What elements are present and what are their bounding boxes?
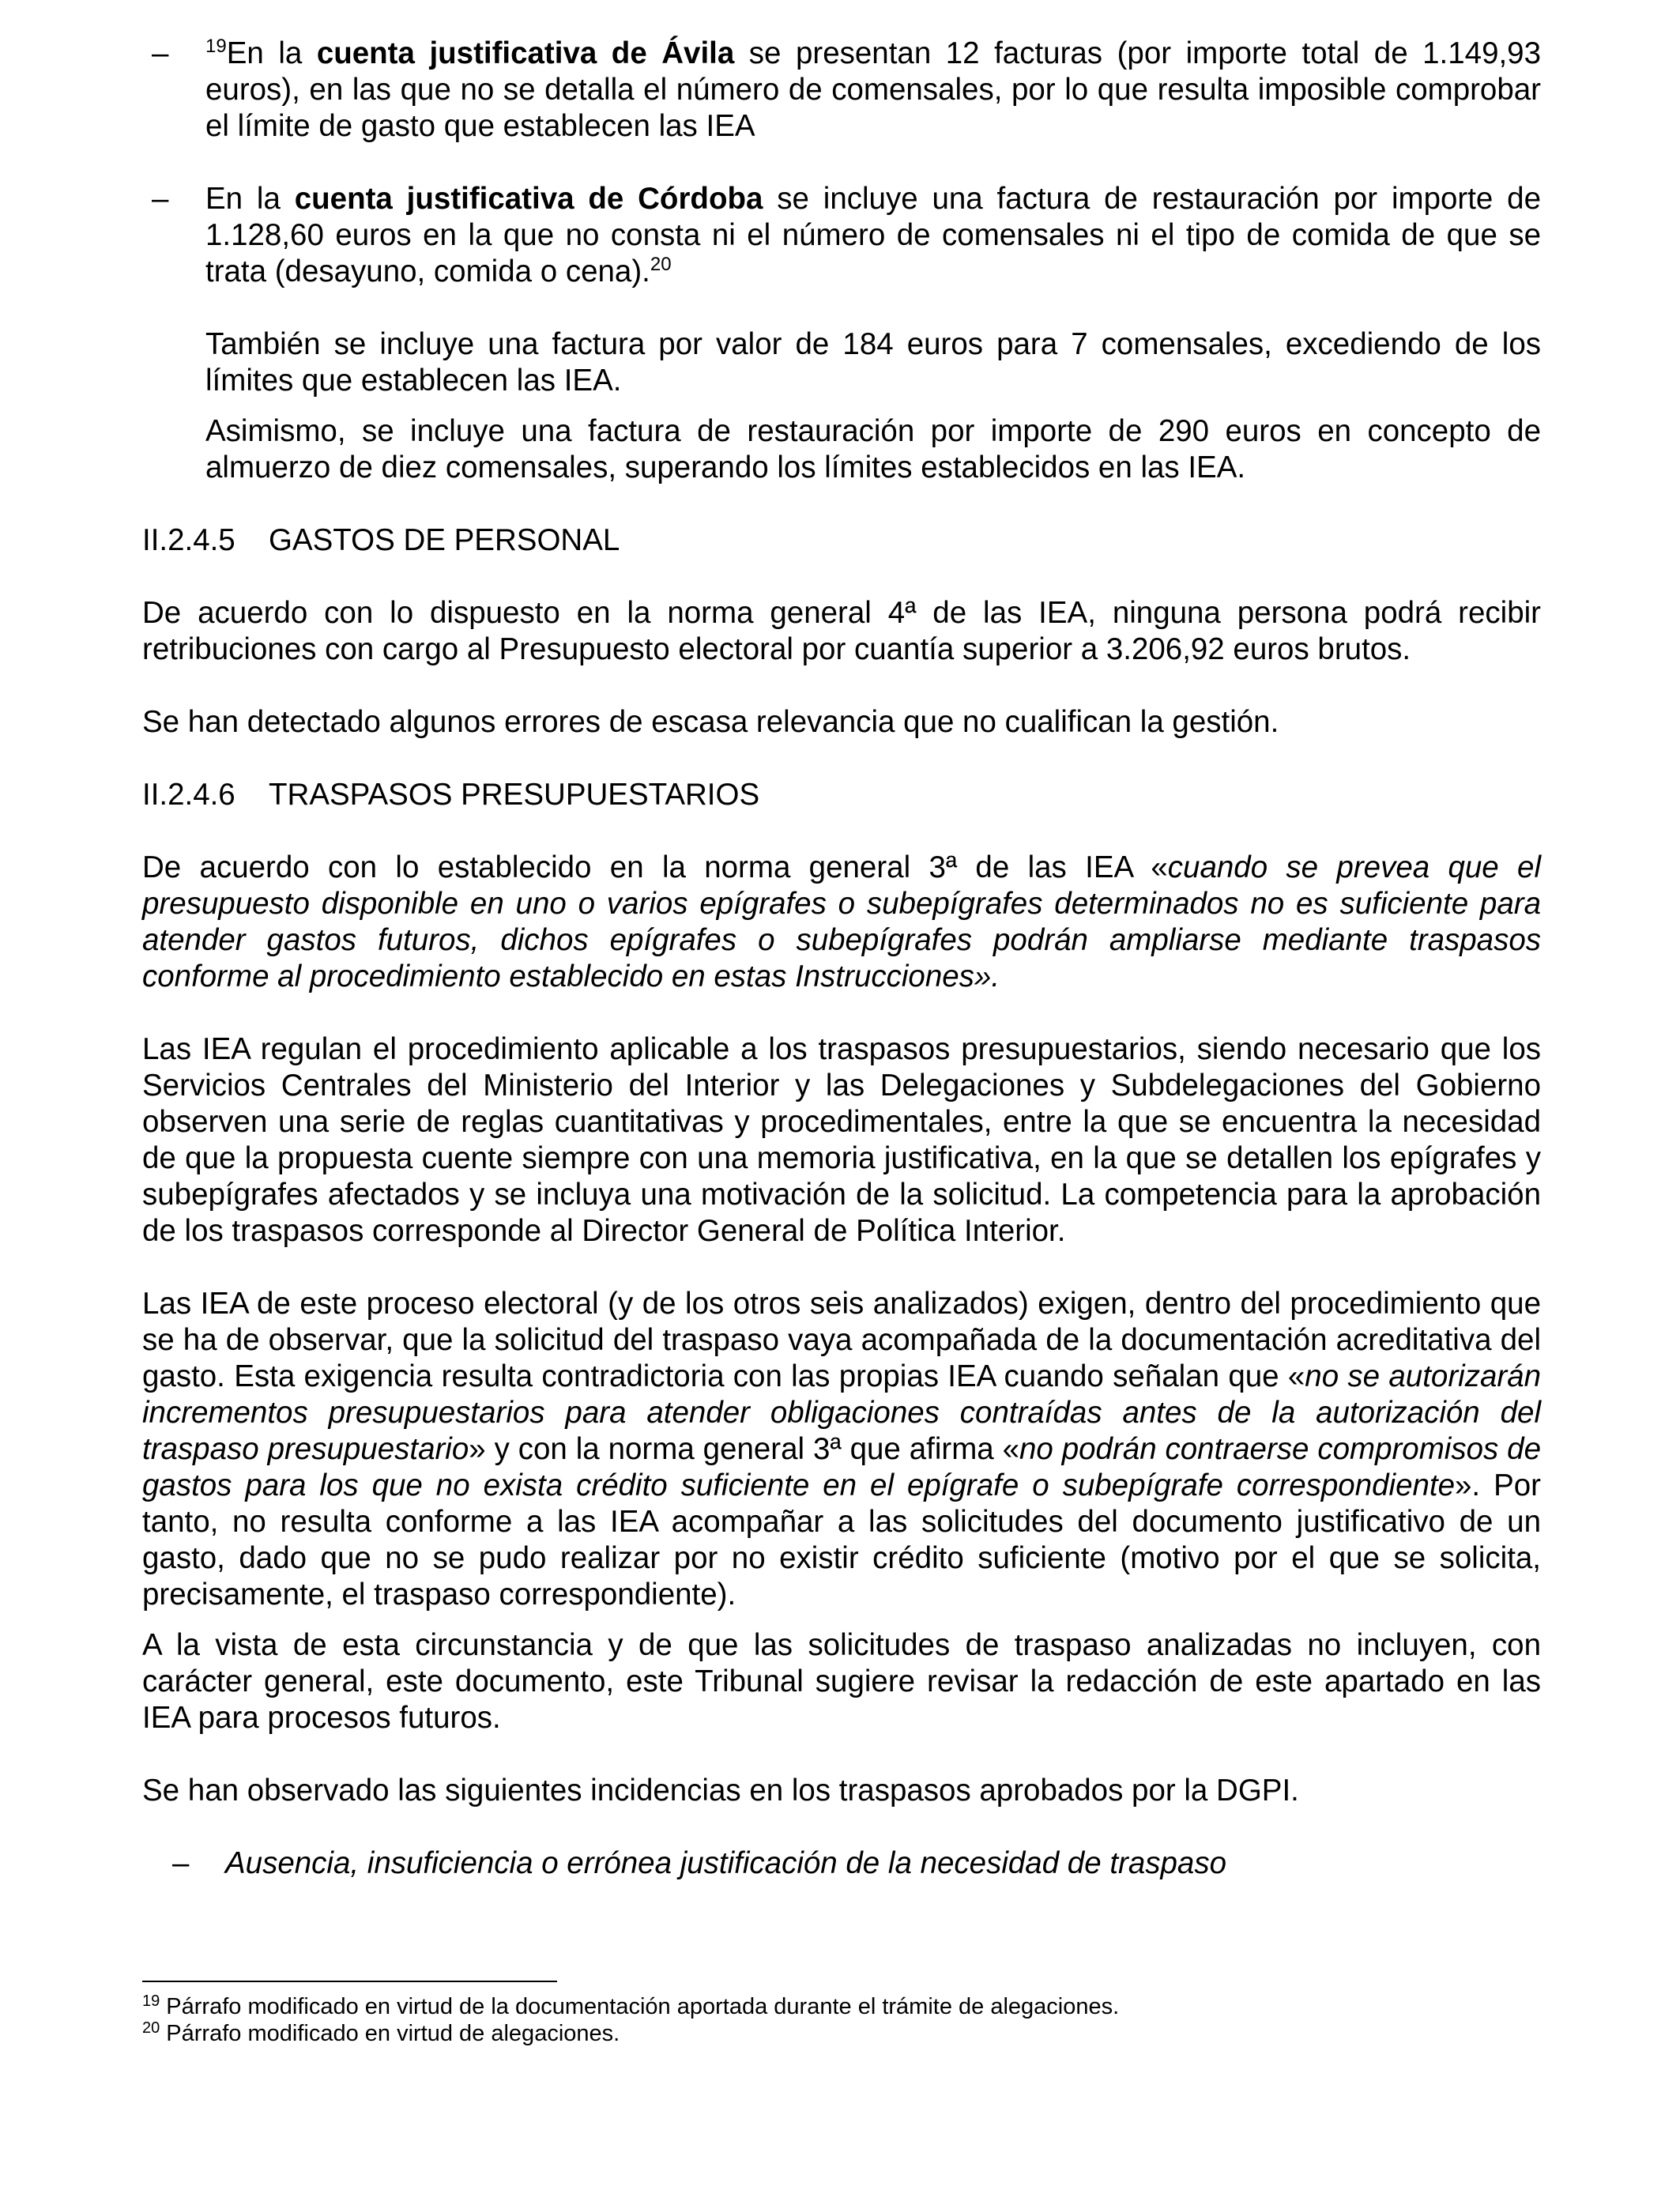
text-run: se incluye una factura de restauración por importe de 1.128,60 euros en la que no consta ni el número de comensales ni el tipo de comida de que se trata (desayuno, comida o cena). <box>205 182 1541 288</box>
quoted-text: cuando se prevea que el presupuesto disponible en uno o varios epígrafes o subepígrafes determinados no es suficiente para atender gastos futuros, dichos epígrafes o subepígrafes podrán ampliarse mediante traspasos conforme al procedimiento establecido en estas Instrucciones». <box>142 850 1541 993</box>
paragraph <box>205 36 1541 145</box>
quoted-text: no se autorizarán incrementos presupuestarios para atender obligaciones contraídas antes de la autorización del traspaso presupuestario <box>142 1359 1541 1466</box>
footnote-ref: 19 <box>205 36 227 57</box>
text-run: » y con la norma general 3ª que afirma « <box>469 1432 1019 1466</box>
footnote <box>142 1993 1541 2020</box>
list-item-avila <box>142 36 1541 145</box>
footnote-separator <box>142 1981 557 1982</box>
footnote <box>142 2020 1541 2047</box>
footnote-number: 20 <box>142 2019 160 2037</box>
paragraph <box>205 181 1541 290</box>
text-run: En la <box>226 36 317 70</box>
paragraph <box>142 1286 1541 1613</box>
document-page <box>142 36 1541 1882</box>
quoted-text: no podrán contraerse compromisos de gastos para los que no exista crédito suficiente en el epígrafe o subepígrafe correspondiente <box>142 1432 1541 1502</box>
paragraph <box>142 850 1541 995</box>
dash-marker: – <box>152 36 169 70</box>
text-run: ». Por tanto, no resulta conforme a las IEA acompañar a las solicitudes del documento justificativo de un gasto, dado que no se pudo realizar por no existir crédito suficiente (motivo por el que se solicita, precisamente, el traspaso correspondiente). <box>142 1468 1542 1612</box>
paragraph: Se han observado las siguientes incidencias en los traspasos aprobados por la DGPI. <box>142 1774 1299 1808</box>
section-heading <box>142 522 1541 559</box>
section-heading <box>142 777 1541 813</box>
paragraph: De acuerdo con lo dispuesto en la norma general 4ª de las IEA, ninguna persona podrá recibir retribuciones con cargo al Presupuesto electoral por cuantía superior a 3.206,92 euros brutos. <box>142 596 1541 666</box>
footnote-number: 19 <box>142 1992 160 2010</box>
footnote-text: Párrafo modificado en virtud de la documentación aportada durante el trámite de alegaciones. <box>160 1994 1120 2019</box>
footnotes <box>142 1981 1541 2047</box>
dash-marker: – <box>152 182 169 216</box>
footnote-ref: 20 <box>650 254 672 275</box>
footnote-text: Párrafo modificado en virtud de alegaciones. <box>160 2021 620 2046</box>
paragraph: A la vista de esta circunstancia y de que las solicitudes de traspaso analizadas no incluyen, con carácter general, este documento, este Tribunal sugiere revisar la redacción de este apartado en las IEA para procesos futuros. <box>142 1628 1541 1735</box>
bold-term: cuenta justificativa de Córdoba <box>294 182 763 216</box>
text-run: En la <box>205 182 295 216</box>
list-item-cordoba <box>142 181 1541 486</box>
paragraph: Se han detectado algunos errores de escasa relevancia que no cualifican la gestión. <box>142 705 1279 739</box>
list-item-incidence <box>142 1845 1541 1882</box>
section-number: II.2.4.6 <box>142 778 235 812</box>
bold-term: cuenta justificativa de Ávila <box>316 36 735 70</box>
paragraph: Ausencia, insuficiencia o errónea justificación de la necesidad de traspaso <box>225 1846 1226 1880</box>
text-run: Las IEA de este proceso electoral (y de los otros seis analizados) exigen, dentro del procedimiento que se ha de observar, que la solicitud del traspaso vaya acompañada de la documentación acreditativa del gasto. Esta exigencia resulta contradictoria con las propias IEA cuando señalan que « <box>142 1287 1541 1393</box>
text-run: se presentan 12 facturas (por importe total de 1.149,93 euros), en las que no se detalla el número de comensales, por lo que resulta imposible comprobar el límite de gasto que establecen las IEA <box>205 36 1541 143</box>
dash-marker: – <box>172 1846 190 1880</box>
section-title: TRASPASOS PRESUPUESTARIOS <box>269 778 760 812</box>
paragraph: Las IEA regulan el procedimiento aplicable a los traspasos presupuestarios, siendo necesario que los Servicios Centrales del Ministerio del Interior y las Delegaciones y Subdelegaciones del Gobierno observen una serie de reglas cuantitativas y procedimentales, entre la que se encuentra la necesidad de que la propuesta cuente siempre con una memoria justificativa, en la que se detallen los epígrafes y subepígrafes afectados y se incluya una motivación de la solicitud. La competencia para la aprobación de los traspasos corresponde al Director General de Política Interior. <box>142 1032 1541 1248</box>
paragraph: También se incluye una factura por valor de 184 euros para 7 comensales, excediendo de los límites que establecen las IEA. <box>205 327 1541 398</box>
text-run: De acuerdo con lo establecido en la norma general 3ª de las IEA « <box>142 850 1168 884</box>
section-number: II.2.4.5 <box>142 523 235 557</box>
paragraph: Asimismo, se incluye una factura de restauración por importe de 290 euros en concepto de almuerzo de diez comensales, superando los límites establecidos en las IEA. <box>205 414 1541 484</box>
section-title: GASTOS DE PERSONAL <box>269 523 620 557</box>
